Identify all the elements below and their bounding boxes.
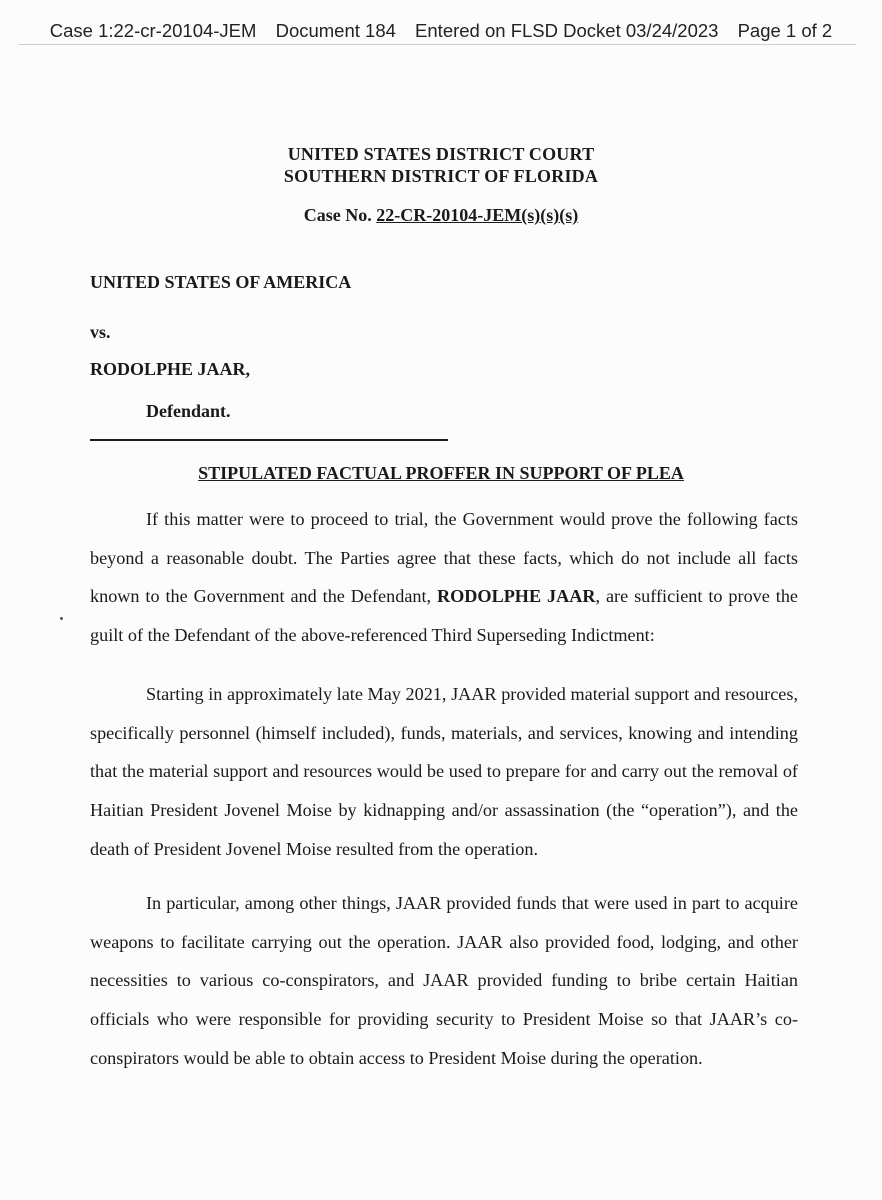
paragraph-intro-text-b: , are sufficient to prove the guilt of the Defendant of the above-referenced Third Superseding Indictment: bbox=[90, 586, 798, 646]
paragraph-particulars: In particular, among other things, JAAR provided funds that were used in part to acquire weapons to facilitate carrying out the operation. JAAR also provided food, lodging, and other necessities to various co-conspirators, and JAAR provided funding to bribe certain Haitian officials who were responsible for providing security to President Moise so that JAAR’s co-conspirators would be able to obtain access to President Moise during the operation. bbox=[90, 893, 798, 1068]
case-number-value: 22-CR-20104-JEM(s)(s)(s) bbox=[376, 205, 579, 225]
paragraph-intro-text-a: If this matter were to proceed to trial, the Government would prove the following facts beyond a reasonable doubt. The Parties agree that these facts, which do not include all facts known to the Government and the Defendant, bbox=[90, 509, 798, 607]
docket-entered-date: Entered on FLSD Docket 03/24/2023 bbox=[415, 20, 719, 41]
defendant-name-inline: RODOLPHE JAAR bbox=[437, 586, 596, 607]
plaintiff-name: UNITED STATES OF AMERICA bbox=[90, 272, 352, 292]
document-title: STIPULATED FACTUAL PROFFER IN SUPPORT OF PLEA bbox=[198, 463, 684, 483]
docket-document-number: Document 184 bbox=[275, 20, 396, 41]
court-district: SOUTHERN DISTRICT OF FLORIDA bbox=[283, 166, 599, 186]
case-number-line bbox=[0, 205, 882, 226]
defendant-role: Defendant. bbox=[146, 401, 231, 421]
docket-case-number: Case 1:22-cr-20104-JEM bbox=[49, 20, 257, 41]
header-divider bbox=[18, 44, 856, 45]
paragraph-material-support: Starting in approximately late May 2021, JAAR provided material support and resources, specifically personnel (himself included), funds, materials, and services, knowing and intending that the material support and resources would be used to prepare for and carry out the removal of Haitian President Jovenel Moise by kidnapping and/or assassination (the “operation”), and the death of President Jovenel Moise resulted from the operation. bbox=[90, 684, 798, 859]
court-name: UNITED STATES DISTRICT COURT bbox=[287, 144, 595, 164]
docket-page-number: Page 1 of 2 bbox=[737, 20, 833, 41]
docket-header bbox=[0, 20, 882, 42]
versus-label: vs. bbox=[90, 322, 111, 342]
paragraph-intro bbox=[90, 500, 798, 655]
defendant-name: RODOLPHE JAAR, bbox=[90, 359, 251, 379]
scan-speck bbox=[60, 617, 63, 620]
case-number-label: Case No. bbox=[303, 205, 372, 225]
caption-divider bbox=[90, 439, 448, 441]
